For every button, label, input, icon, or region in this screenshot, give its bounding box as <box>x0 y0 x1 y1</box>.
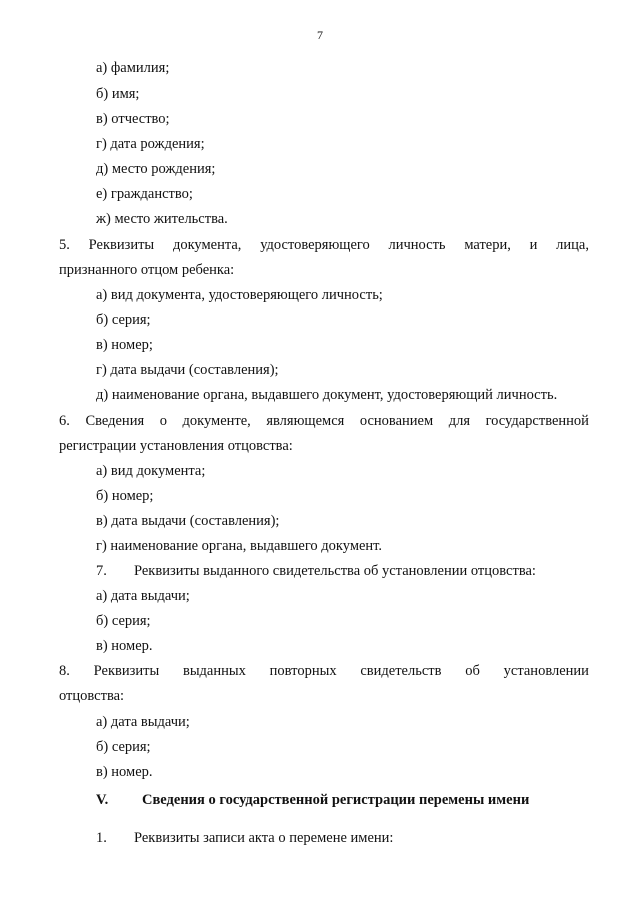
list-item: г) дата рождения; <box>96 136 205 152</box>
paragraph-number: 8. <box>59 663 70 679</box>
word: установлении <box>503 663 589 679</box>
word: для <box>448 413 471 429</box>
paragraph-number: 5. <box>59 237 70 253</box>
section-title: Сведения о государственной регистрации перемены имени <box>142 792 530 808</box>
section-number: V. <box>96 792 109 808</box>
paragraph-7 <box>96 562 536 580</box>
word: являющемся <box>266 413 345 429</box>
paragraph-continuation: отцовства: <box>59 688 125 704</box>
word: матери, <box>464 237 511 253</box>
page-number: 7 <box>317 28 323 42</box>
word: лица, <box>556 237 589 253</box>
list-item: в) номер. <box>96 764 153 780</box>
list-item: а) вид документа, удостоверяющего личность; <box>96 287 383 303</box>
list-item: д) место рождения; <box>96 161 216 177</box>
word: личность <box>388 237 446 253</box>
list-item: б) имя; <box>96 86 140 102</box>
word: выданных <box>182 663 246 679</box>
word: и <box>529 237 538 253</box>
word: документе, <box>182 413 251 429</box>
list-item: д) наименование органа, выдавшего документ, удостоверяющий личность. <box>96 387 558 403</box>
word: об <box>465 663 480 679</box>
paragraph-continuation: признанного отцом ребенка: <box>59 262 235 278</box>
word: Сведения <box>85 413 145 429</box>
list-item: а) дата выдачи; <box>96 714 190 730</box>
list-item: в) отчество; <box>96 111 170 127</box>
word: удостоверяющего <box>260 237 370 253</box>
paragraph-number: 6. <box>59 413 70 429</box>
list-item: в) дата выдачи (составления); <box>96 513 280 529</box>
subsection-1 <box>96 830 393 847</box>
paragraph-number: 7. <box>96 563 107 579</box>
paragraph-number: 1. <box>96 830 107 846</box>
word: документа, <box>172 237 242 253</box>
list-item: г) наименование органа, выдавшего документ. <box>96 538 383 554</box>
word: государственной <box>485 413 589 429</box>
list-item: в) номер; <box>96 337 153 353</box>
list-item: а) фамилия; <box>96 60 170 76</box>
list-item: б) серия; <box>96 312 151 328</box>
list-item: ж) место жительства. <box>96 211 228 227</box>
paragraph-text: Реквизиты записи акта о перемене имени: <box>134 830 394 846</box>
word: о <box>159 413 167 429</box>
paragraph-text: Реквизиты выданного свидетельства об установлении отцовства: <box>134 563 536 579</box>
word: основанием <box>359 413 434 429</box>
word: свидетельств <box>360 663 442 679</box>
paragraph-8-first-line <box>59 662 589 680</box>
word: Реквизиты <box>93 663 160 679</box>
list-item: г) дата выдачи (составления); <box>96 362 279 378</box>
list-item: а) дата выдачи; <box>96 588 190 604</box>
list-item: а) вид документа; <box>96 463 206 479</box>
word: Реквизиты <box>88 237 155 253</box>
list-item: е) гражданство; <box>96 186 193 202</box>
list-item: б) номер; <box>96 488 154 504</box>
paragraph-6-first-line <box>59 412 589 430</box>
section-heading <box>96 792 529 809</box>
paragraph-5-first-line <box>59 236 589 254</box>
paragraph-continuation: регистрации установления отцовства: <box>59 438 293 454</box>
list-item: б) серия; <box>96 739 151 755</box>
list-item: в) номер. <box>96 638 153 654</box>
list-item: б) серия; <box>96 613 151 629</box>
word: повторных <box>269 663 337 679</box>
